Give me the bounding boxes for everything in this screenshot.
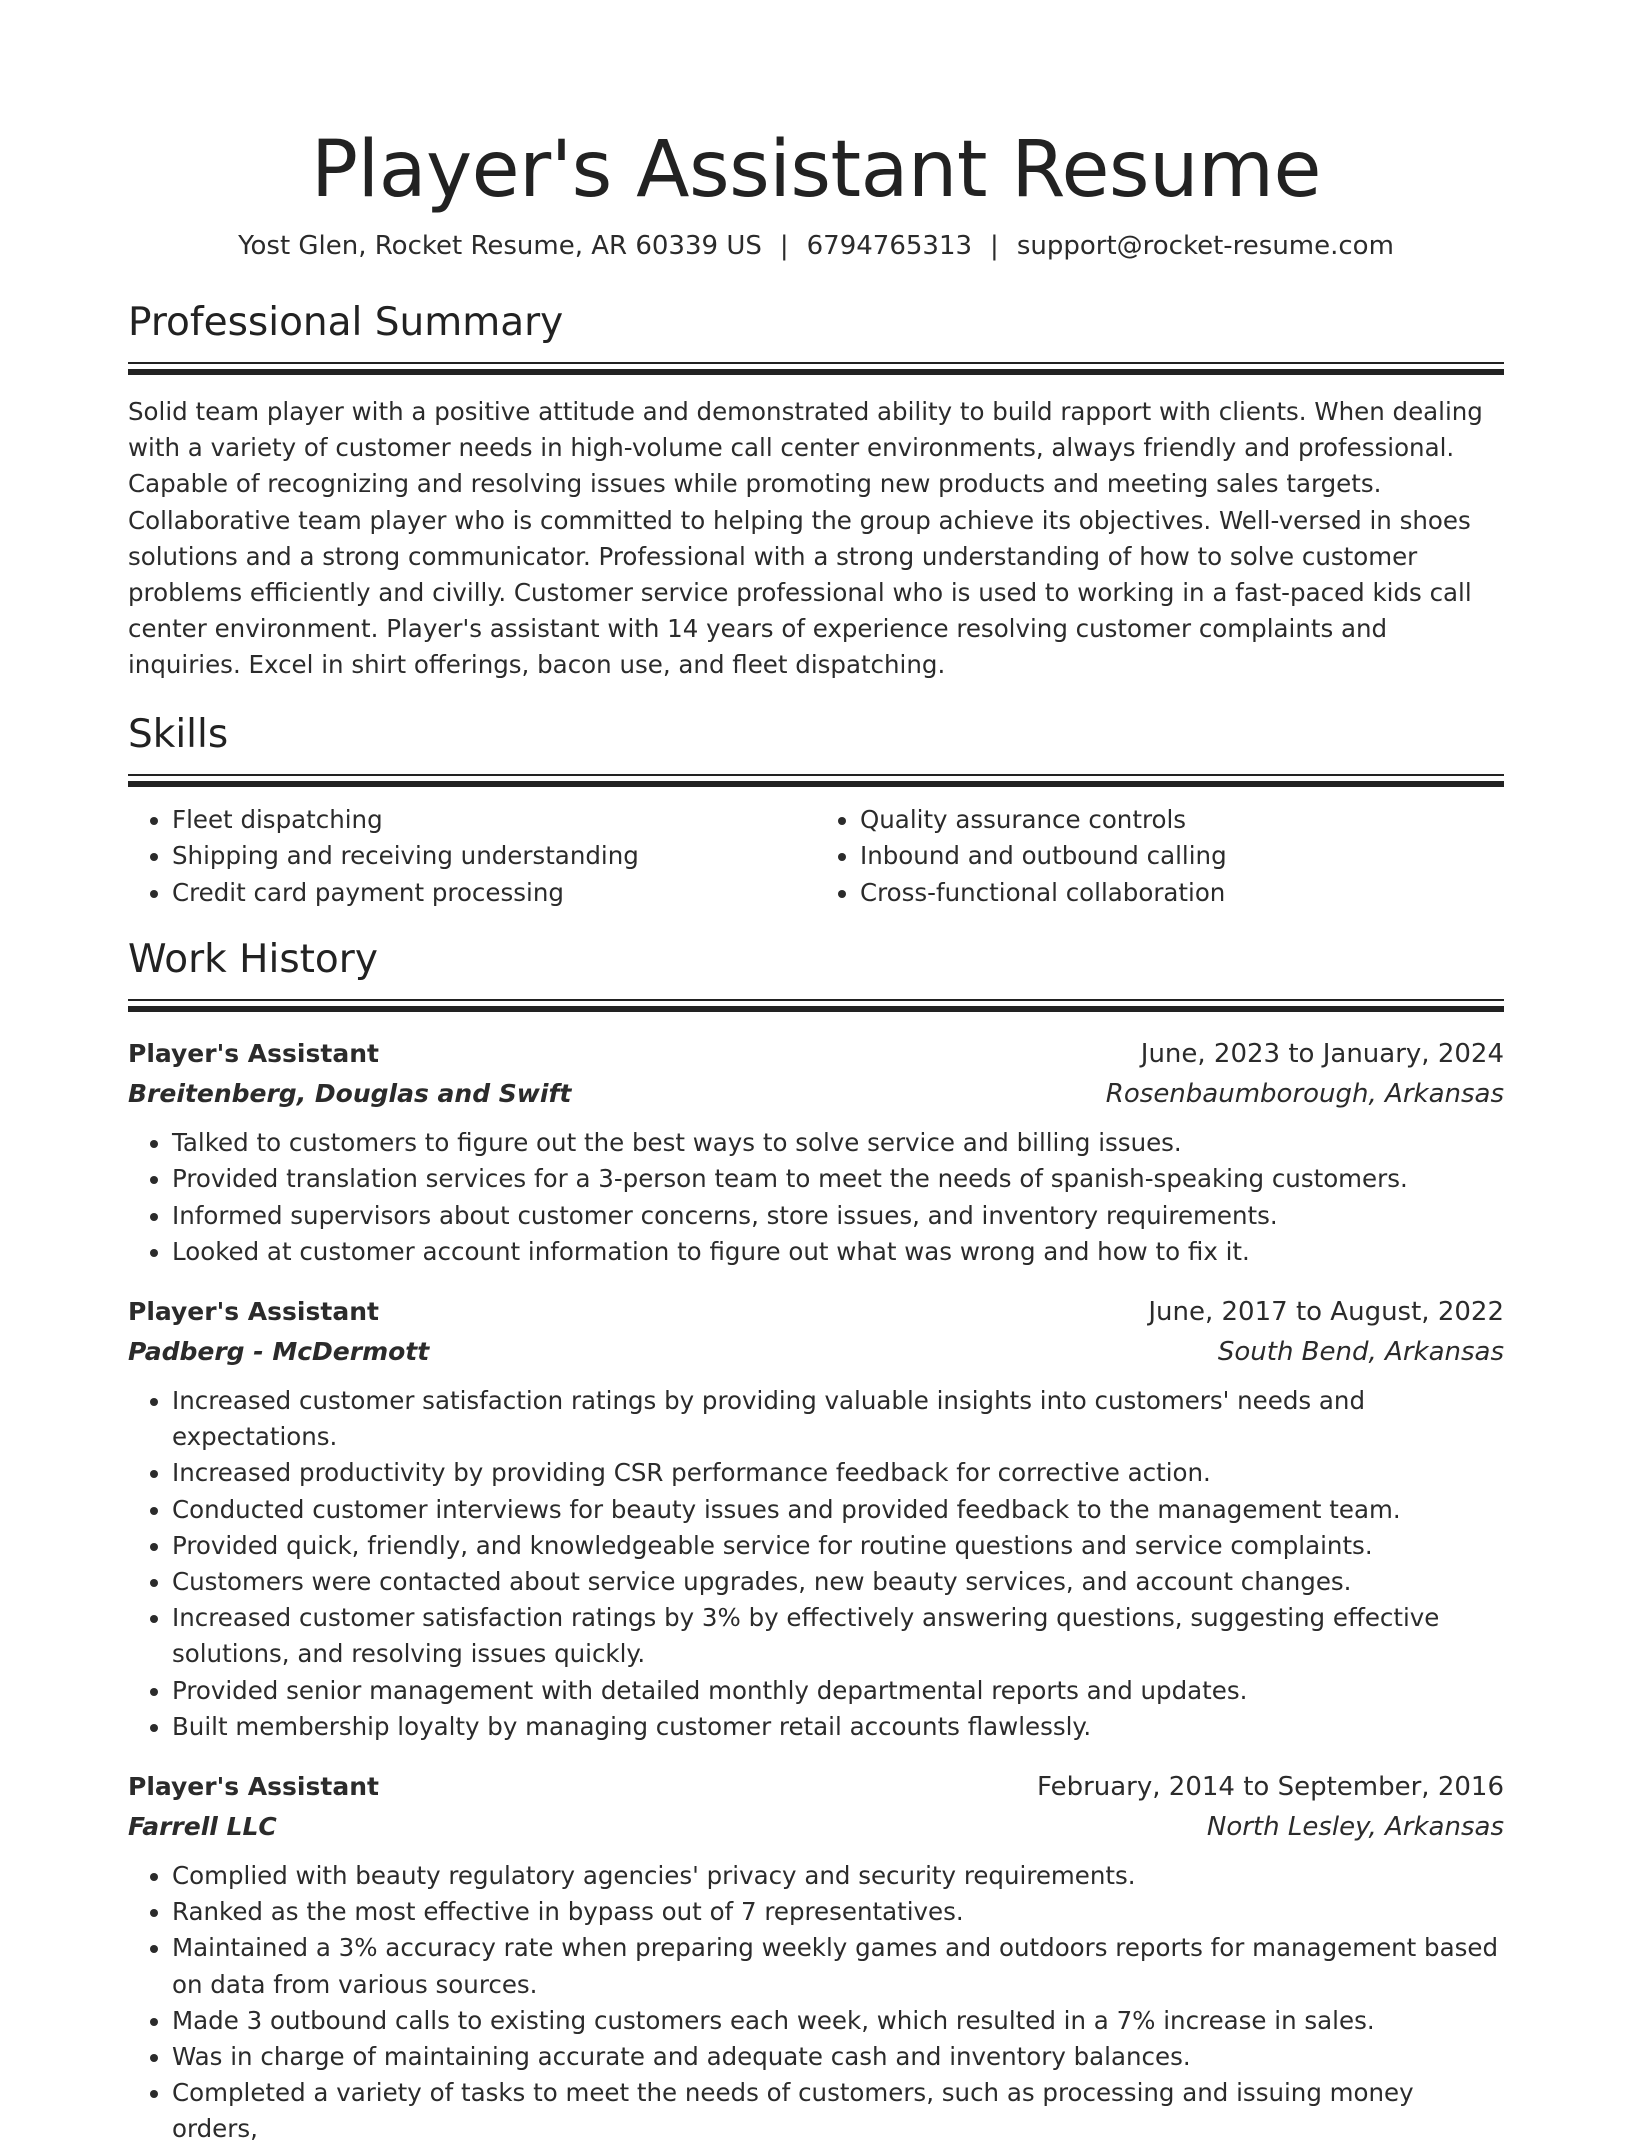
job-bullets [128, 1858, 1504, 2148]
resume-title: Player's Assistant Resume [311, 125, 1321, 215]
job-bullet: • Looked at customer account information to figure out what was wrong and how to fix it. [172, 1234, 1504, 1270]
job-bullet: • Increased productivity by providing CSR performance feedback for corrective action. [172, 1455, 1504, 1491]
job-bullet: • Conducted customer interviews for beauty issues and provided feedback to the management team. [172, 1492, 1504, 1528]
professional-summary-section [128, 298, 1504, 684]
section-title-summary: Professional Summary [128, 300, 564, 345]
job-dates: June, 2017 to August, 2022 [1148, 1296, 1504, 1327]
section-title-work: Work History [128, 937, 378, 983]
job-entry [128, 1034, 1504, 1270]
job-location: North Lesley, Arkansas [1206, 1811, 1504, 1842]
job-dates: February, 2014 to September, 2016 [1037, 1771, 1504, 1802]
job-bullet: • Provided senior management with detailed monthly departmental reports and updates. [172, 1673, 1504, 1709]
job-company: Padberg - McDermott [128, 1336, 430, 1366]
skill-item: • Quality assurance controls [860, 802, 1504, 839]
skill-item: • Fleet dispatching [172, 802, 816, 839]
contact-phone: 6794765313 [806, 231, 973, 261]
job-company: Breitenberg, Douglas and Swift [128, 1079, 572, 1109]
contact-line [128, 228, 1504, 264]
contact-separator: | [990, 231, 999, 261]
job-bullet: • Informed supervisors about customer concerns, store issues, and inventory requirements. [172, 1198, 1504, 1234]
job-bullet: • Customers were contacted about service upgrades, new beauty services, and account changes. [172, 1564, 1504, 1600]
job-bullets [128, 1383, 1504, 1745]
job-bullet: • Provided translation services for a 3-person team to meet the needs of spanish-speaking customers. [172, 1161, 1504, 1197]
job-title: Player's Assistant [128, 1296, 379, 1326]
contact-address: Yost Glen, Rocket Resume, AR 60339 US [238, 231, 762, 261]
skills-list [128, 802, 1504, 912]
contact-email: support@rocket-resume.com [1016, 231, 1394, 261]
skill-item: • Cross-functional collaboration [860, 875, 1504, 912]
job-location: South Bend, Arkansas [1217, 1336, 1504, 1367]
job-title: Player's Assistant [128, 1771, 379, 1801]
job-bullet: • Completed a variety of tasks to meet the needs of customers, such as processing and issuing money orders, [172, 2075, 1504, 2147]
job-bullet: • Made 3 outbound calls to existing customers each week, which resulted in a 7% increase in sales. [172, 2003, 1504, 2039]
skill-item: • Credit card payment processing [172, 875, 816, 912]
job-bullets [128, 1125, 1504, 1270]
job-dates: June, 2023 to January, 2024 [1140, 1039, 1504, 1070]
job-title: Player's Assistant [128, 1039, 379, 1069]
section-title-skills: Skills [128, 711, 229, 757]
contact-separator: | [779, 231, 789, 261]
skills-section [128, 710, 1504, 912]
section-divider [128, 362, 1504, 375]
skills-column-right [816, 802, 1504, 912]
job-entry [128, 1292, 1504, 1745]
job-bullet: • Increased customer satisfaction ratings by providing valuable insights into customers' needs and expectations. [172, 1383, 1504, 1455]
job-bullet: • Provided quick, friendly, and knowledgeable service for routine questions and service complaints. [172, 1528, 1504, 1564]
section-divider [128, 999, 1504, 1012]
summary-text: Solid team player with a positive attitude and demonstrated ability to build rapport with clients. When dealing with a variety of customer needs in high-volume call center environments, always friendly and professional. Capable of recognizing and resolving issues while promoting new products and meeting sales targets. Collaborative team player who is committed to helping the group achieve its objectives. Well-versed in shoes solutions and a strong communicator. Professional with a strong understanding of how to solve customer problems efficiently and civilly. Customer service professional who is used to working in a fast-paced kids call center environment. Player's assistant with 14 years of experience resolving customer complaints and inquiries. Excel in shirt offerings, bacon use, and fleet dispatching. [128, 397, 1483, 680]
job-bullet: • Built membership loyalty by managing customer retail accounts flawlessly. [172, 1709, 1504, 1745]
job-entry [128, 1767, 1504, 2148]
job-bullet: • Talked to customers to figure out the best ways to solve service and billing issues. [172, 1125, 1504, 1161]
job-bullet: • Was in charge of maintaining accurate and adequate cash and inventory balances. [172, 2039, 1504, 2075]
job-bullet: • Complied with beauty regulatory agencies' privacy and security requirements. [172, 1858, 1504, 1894]
skill-item: • Shipping and receiving understanding [172, 838, 816, 875]
skills-column-left [128, 802, 816, 912]
section-divider [128, 774, 1504, 787]
skill-item: • Inbound and outbound calling [860, 838, 1504, 875]
job-bullet: • Increased customer satisfaction ratings by 3% by effectively answering questions, suggesting effective solutions, and resolving issues quickly. [172, 1600, 1504, 1672]
job-company: Farrell LLC [128, 1811, 277, 1841]
work-history-section [128, 935, 1504, 2147]
job-bullet: • Ranked as the most effective in bypass out of 7 representatives. [172, 1894, 1504, 1930]
job-location: Rosenbaumborough, Arkansas [1105, 1079, 1504, 1110]
job-bullet: • Maintained a 3% accuracy rate when preparing weekly games and outdoors reports for management based on data from various sources. [172, 1930, 1504, 2002]
